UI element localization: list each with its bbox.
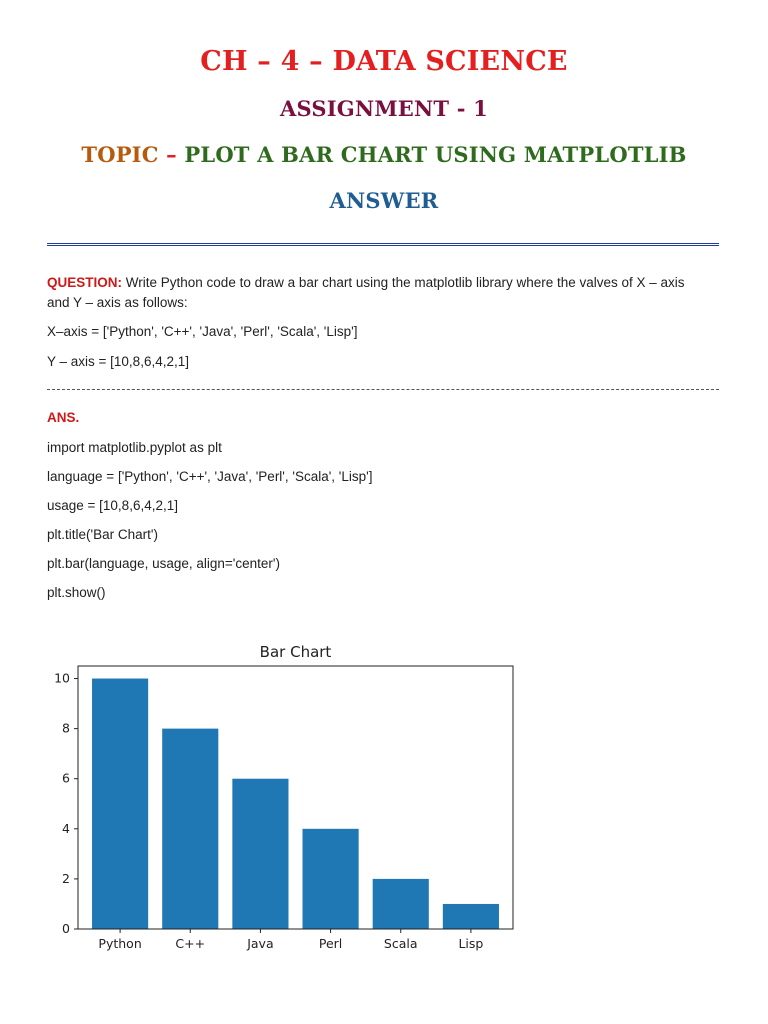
answer-heading: ANSWER <box>329 188 439 213</box>
x-tick-label: C++ <box>175 936 206 951</box>
question-line-1 <box>47 273 719 293</box>
y-tick-label: 8 <box>62 720 70 736</box>
x-tick-label: Perl <box>318 936 343 951</box>
code-line: plt.bar(language, usage, align='center') <box>47 556 280 571</box>
x-tick-label: Scala <box>383 936 418 951</box>
y-tick-label: 6 <box>62 770 70 786</box>
x-tick-label: Java <box>247 936 274 951</box>
question-label: QUESTION: <box>47 275 123 290</box>
document-title: CH – 4 – DATA SCIENCE <box>200 46 568 77</box>
code-line: usage = [10,8,6,4,2,1] <box>47 498 178 513</box>
topic-prefix: TOPIC <box>81 142 159 167</box>
bar-python <box>92 679 148 929</box>
bar-lisp <box>443 904 499 929</box>
y-tick-label: 2 <box>62 870 70 886</box>
bar-scala <box>373 879 429 929</box>
y-tick-label: 4 <box>62 820 70 836</box>
question-line-2: and Y – axis as follows: <box>47 295 188 310</box>
code-line: language = ['Python', 'C++', 'Java', 'Perl', 'Scala', 'Lisp'] <box>47 469 373 484</box>
topic-text: PLOT A BAR CHART USING MATPLOTLIB <box>184 142 687 167</box>
code-line: plt.show() <box>47 585 106 600</box>
x-tick-label: Python <box>98 936 142 951</box>
bar-c- <box>162 729 218 929</box>
bar-perl <box>303 829 359 929</box>
answer-label: ANS. <box>47 410 80 425</box>
bar-chart-svg <box>38 636 528 966</box>
code-line: plt.title('Bar Chart') <box>47 527 158 542</box>
code-line: import matplotlib.pyplot as plt <box>47 440 222 455</box>
topic-heading <box>0 142 768 167</box>
question-text: Write Python code to draw a bar chart using the matplotlib library where the valves of X – axis <box>122 275 685 290</box>
bar-java <box>232 779 288 929</box>
assignment-heading: ASSIGNMENT - 1 <box>280 96 488 121</box>
x-axis-values: X–axis = ['Python', 'C++', 'Java', 'Perl', 'Scala', 'Lisp'] <box>47 324 358 339</box>
dashed-divider <box>47 389 719 390</box>
section-divider <box>47 243 719 246</box>
y-tick-label: 0 <box>62 921 70 936</box>
chart-title: Bar Chart <box>259 643 332 661</box>
y-tick-label: 10 <box>54 670 70 686</box>
answer-label-line <box>47 408 719 428</box>
bar-chart <box>38 636 528 966</box>
x-tick-label: Lisp <box>458 936 484 951</box>
topic-dash: – <box>158 142 185 167</box>
y-axis-values: Y – axis = [10,8,6,4,2,1] <box>47 354 189 369</box>
